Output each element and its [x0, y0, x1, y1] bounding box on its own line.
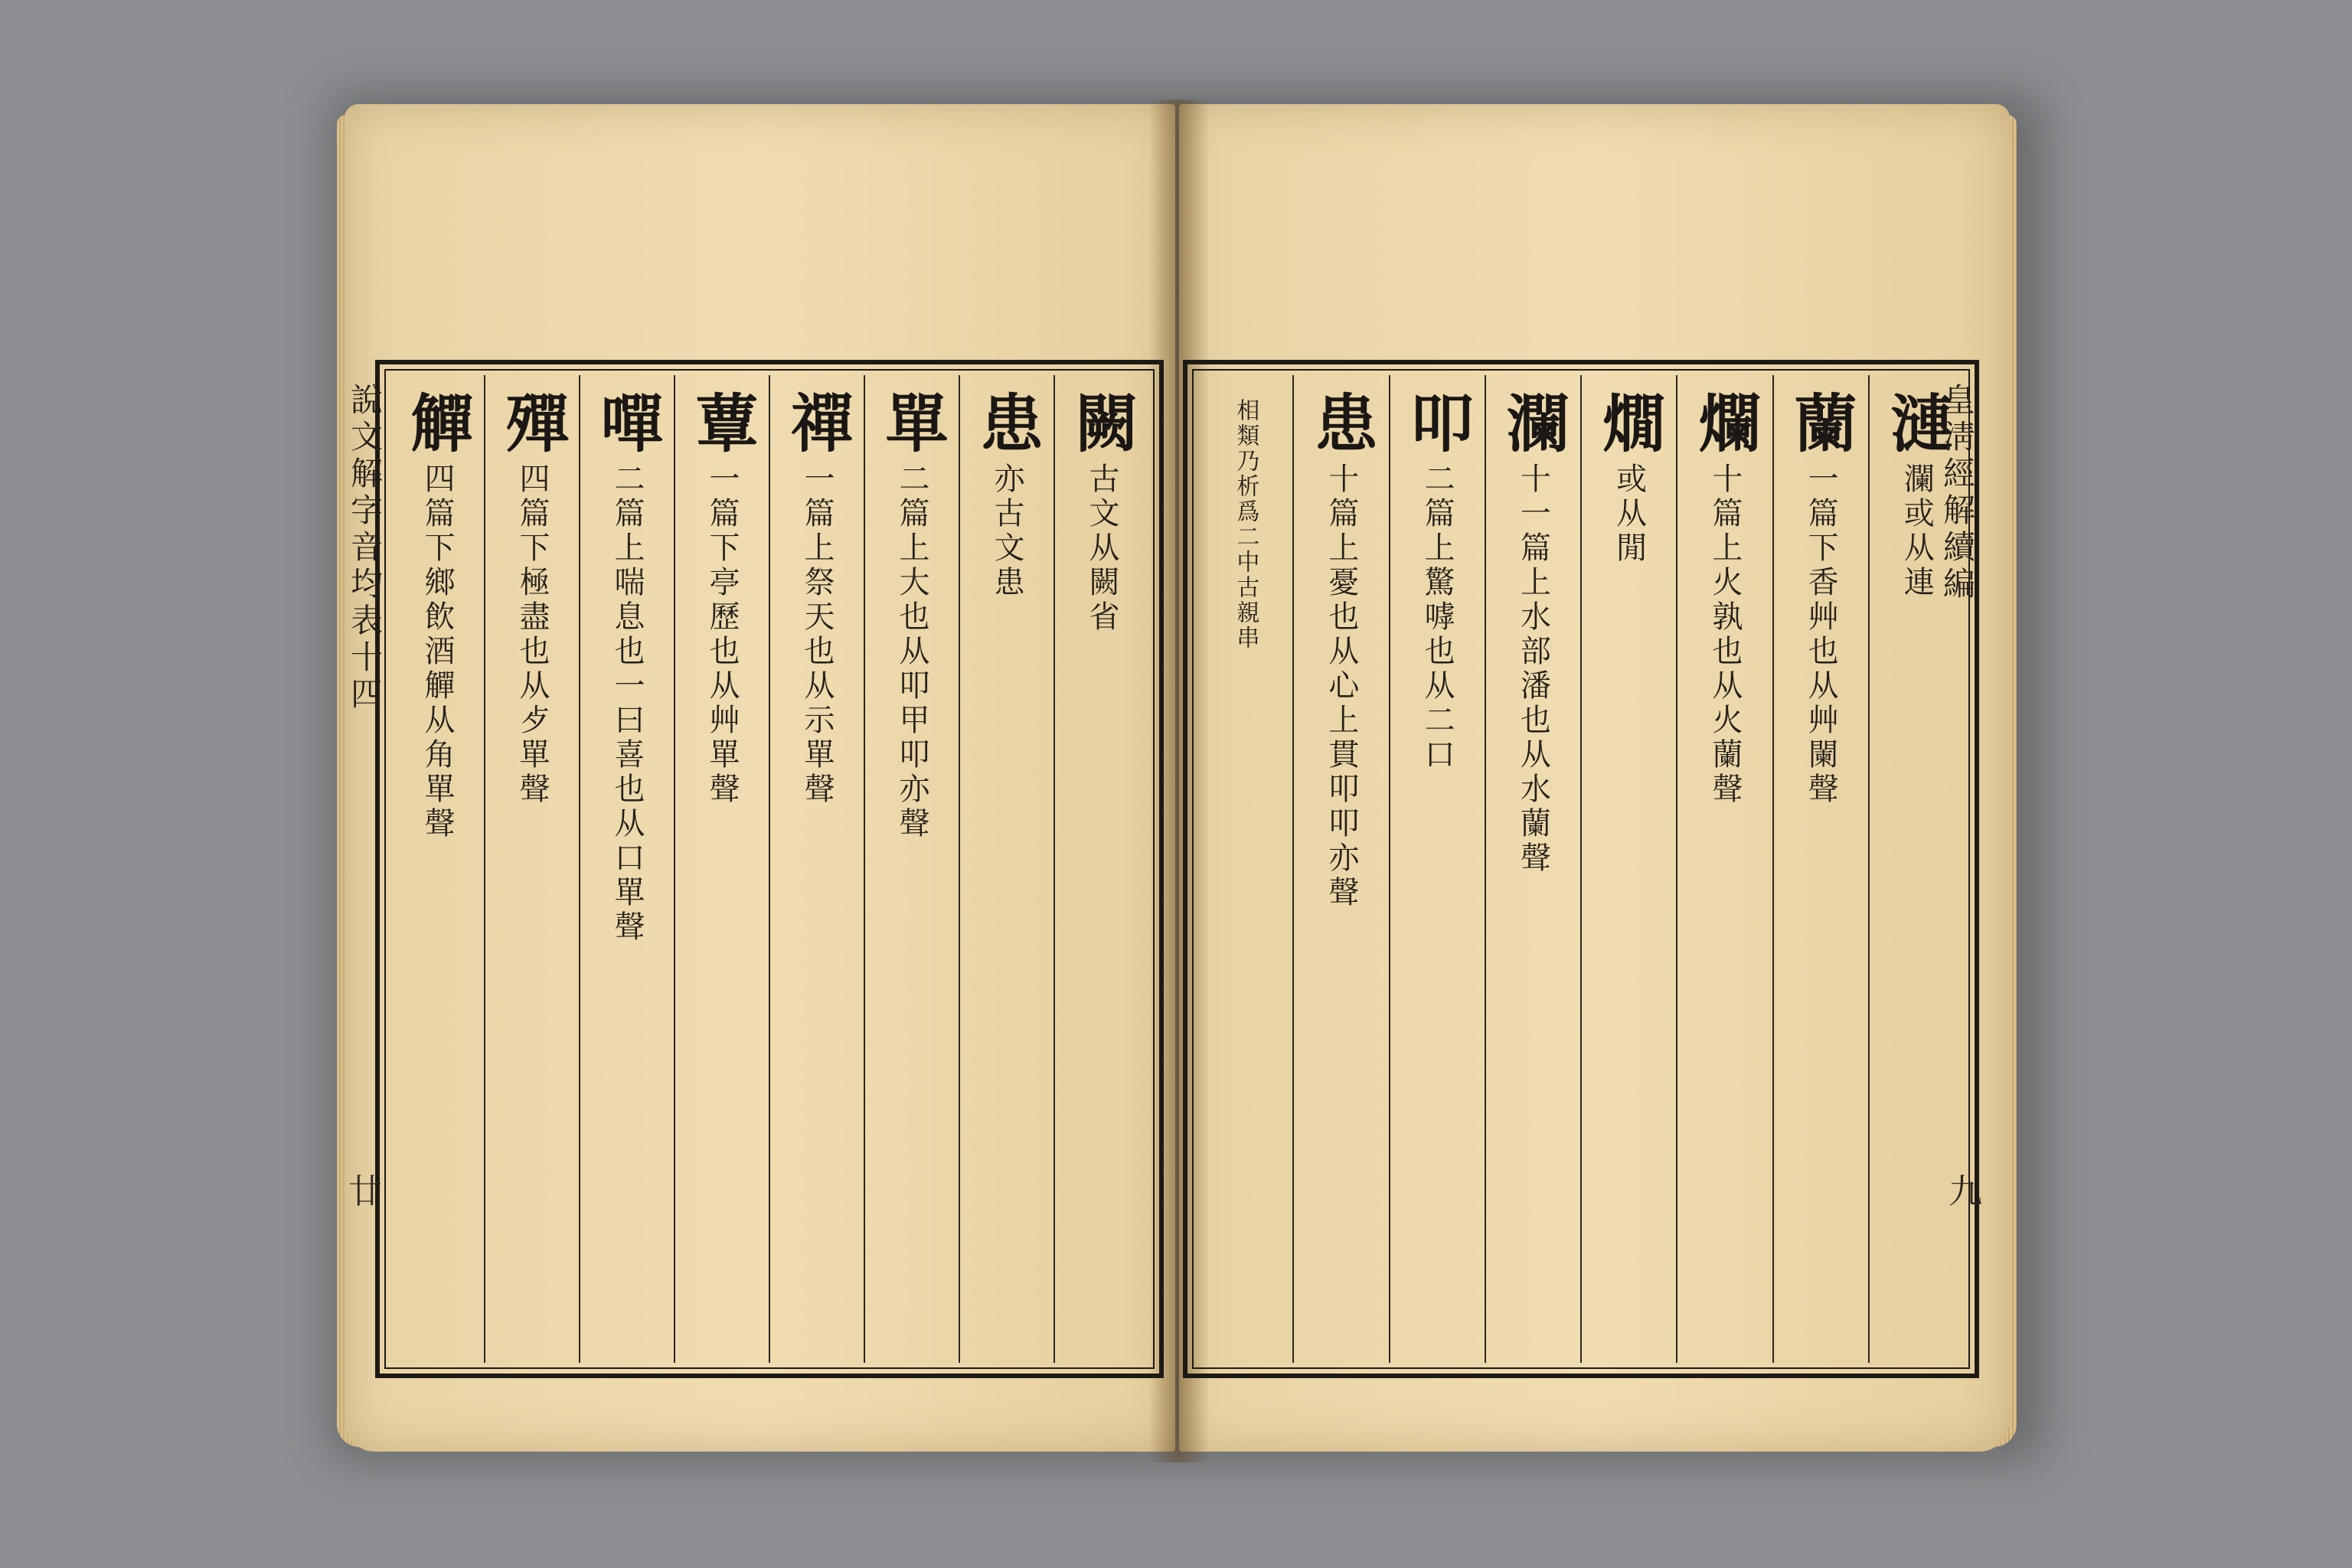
gloss: 十一篇上水部潘也从水蘭聲 [1515, 462, 1551, 876]
text-column [674, 375, 769, 1363]
text-column [959, 375, 1054, 1363]
left-page-text-frame [375, 360, 1164, 1378]
left-page-columns [390, 375, 1148, 1363]
headword: 患 [1304, 390, 1378, 455]
gloss: 古文从闕省 [1084, 462, 1119, 635]
headword: 禪 [780, 390, 854, 455]
headword: 蕈 [685, 390, 759, 455]
gloss: 瀾或从連 [1899, 462, 1935, 600]
right-page-side-title: 皇淸經解續編 [1939, 383, 1976, 603]
gloss: 十篇上憂也从心上貫叩叩亦聲 [1323, 462, 1359, 910]
right-page-folio: 九 [1949, 1172, 1982, 1211]
text-column [1292, 375, 1388, 1363]
gloss: 二篇上大也从叩甲叩亦聲 [894, 462, 929, 841]
text-column [390, 375, 484, 1363]
text-column [1198, 375, 1292, 1363]
text-column [579, 375, 674, 1363]
gloss: 亦古文患 [989, 462, 1024, 600]
headword: 嘽 [590, 390, 664, 455]
text-column [1054, 375, 1148, 1363]
headword: 叩 [1400, 390, 1475, 455]
text-column [484, 375, 579, 1363]
text-column [1772, 375, 1868, 1363]
headword: 殫 [495, 390, 569, 455]
text-column [769, 375, 864, 1363]
text-column [1676, 375, 1772, 1363]
gloss: 或从閒 [1611, 462, 1647, 566]
headword: 燗 [1592, 390, 1666, 455]
right-page-text-frame [1183, 360, 1979, 1378]
text-column [1389, 375, 1485, 1363]
left-page-folio: 廿 [348, 1172, 382, 1211]
headword: 爛 [1687, 390, 1762, 455]
text-column [864, 375, 959, 1363]
gloss: 相類乃析爲二中古親串 [1232, 398, 1259, 651]
gloss: 二篇上喘息也一曰喜也从口單聲 [609, 462, 645, 945]
headword: 闕 [1065, 390, 1138, 455]
gloss: 十篇上火孰也从火蘭聲 [1707, 462, 1743, 807]
gloss: 一篇上祭天也从示單聲 [799, 462, 835, 807]
gloss: 二篇上驚嘑也从二口 [1419, 462, 1455, 773]
headword: 瀾 [1496, 390, 1570, 455]
headword: 蘭 [1784, 390, 1858, 455]
headword: 單 [875, 390, 949, 455]
text-column [1580, 375, 1676, 1363]
right-page-columns [1198, 375, 1964, 1363]
gloss: 四篇下鄉飲酒觶从角單聲 [420, 462, 455, 841]
gloss: 一篇下亭歷也从艸單聲 [704, 462, 740, 807]
headword: 漣 [1880, 390, 1954, 455]
left-page-side-title: 說文解字音均表十四 [346, 383, 384, 714]
text-column [1485, 375, 1580, 1363]
gloss: 一篇下香艸也从艸闌聲 [1803, 462, 1839, 807]
headword: 患 [970, 390, 1044, 455]
headword: 觶 [400, 390, 474, 455]
gloss: 四篇下極盡也从歺單聲 [514, 462, 550, 807]
